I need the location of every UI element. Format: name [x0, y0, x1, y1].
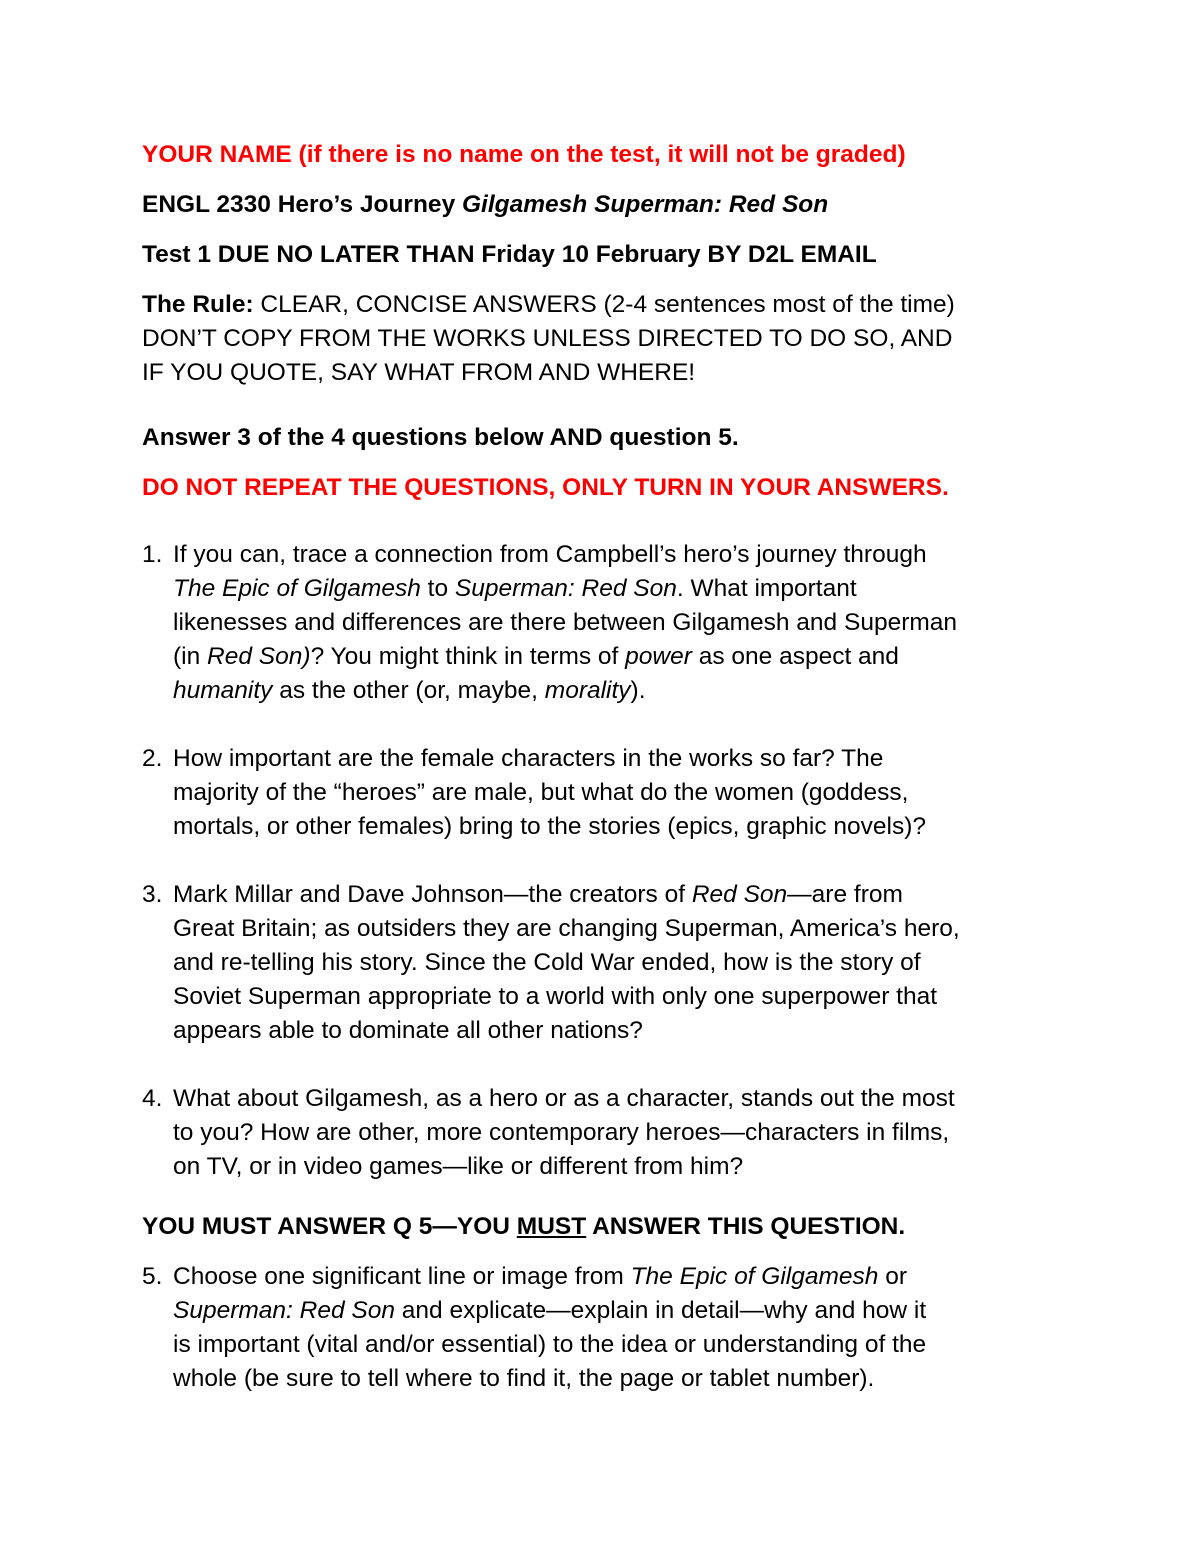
must-answer-q5-heading: [142, 1210, 1062, 1244]
course-work-gilgamesh: Gilgamesh: [462, 191, 588, 218]
question-4: [142, 1082, 1062, 1184]
question-number: 5.: [142, 1263, 163, 1290]
question-line: to you? How are other, more contemporary heroes—characters in films,: [173, 1119, 950, 1146]
question-line: on TV, or in video games—like or different from him?: [173, 1153, 744, 1180]
due-date-line: Test 1 DUE NO LATER THAN Friday 10 February BY D2L EMAIL: [142, 241, 877, 268]
rule-line-2: DON’T COPY FROM THE WORKS UNLESS DIRECTED TO DO SO, AND: [142, 325, 953, 352]
question-3: [142, 878, 1062, 1048]
emphasis-humanity: humanity: [173, 677, 273, 704]
text-segment: Choose one significant line or image from: [173, 1263, 631, 1290]
underlined-must: MUST: [516, 1213, 587, 1240]
emphasis-morality: morality: [544, 677, 631, 704]
question-line: [173, 674, 1062, 708]
question-line: [173, 1260, 1062, 1294]
emphasis-power: power: [625, 643, 692, 670]
question-line: [173, 878, 1062, 912]
text-segment: ANSWER THIS QUESTION.: [586, 1213, 906, 1240]
question-number: 2.: [142, 745, 163, 772]
question-line: Great Britain; as outsiders they are changing Superman, America’s hero,: [173, 915, 960, 942]
question-1: [142, 538, 1062, 708]
rule-line-3: IF YOU QUOTE, SAY WHAT FROM AND WHERE!: [142, 359, 696, 386]
title-red-son: Red Son): [207, 643, 311, 670]
question-line: [173, 572, 1062, 606]
question-line: majority of the “heroes” are male, but what do the women (goddess,: [173, 779, 909, 806]
rule-line-1: [142, 288, 1062, 322]
rule-text-1: CLEAR, CONCISE ANSWERS (2-4 sentences most of the time): [253, 291, 955, 318]
name-instruction: YOUR NAME (if there is no name on the test, it will not be graded): [142, 141, 906, 168]
text-segment: —are from: [787, 881, 903, 908]
course-title: [142, 188, 1062, 222]
text-segment: or: [878, 1263, 908, 1290]
text-segment: Mark Millar and Dave Johnson—the creators of: [173, 881, 692, 908]
text-segment: as the other (or, maybe,: [272, 677, 545, 704]
question-line: mortals, or other females) bring to the stories (epics, graphic novels)?: [173, 813, 927, 840]
text-segment: (in: [173, 643, 208, 670]
question-number: 1.: [142, 541, 163, 568]
text-segment: ? You might think in terms of: [310, 643, 626, 670]
title-epic-of-gilgamesh: The Epic of Gilgamesh: [173, 575, 421, 602]
text-segment: and explicate—explain in detail—why and how it: [395, 1297, 927, 1324]
test-document: [142, 138, 1062, 1430]
question-line: is important (vital and/or essential) to the idea or understanding of the: [173, 1331, 927, 1358]
question-line: appears able to dominate all other nations?: [173, 1017, 643, 1044]
question-line: How important are the female characters in the works so far? The: [173, 745, 884, 772]
question-5: [142, 1260, 1062, 1396]
text-segment: ).: [630, 677, 646, 704]
question-number: 4.: [142, 1085, 163, 1112]
text-segment: as one aspect and: [691, 643, 899, 670]
question-line: [173, 1294, 1062, 1328]
question-line: whole (be sure to tell where to find it, the page or tablet number).: [173, 1365, 875, 1392]
question-line: and re-telling his story. Since the Cold War ended, how is the story of: [173, 949, 921, 976]
do-not-repeat-warning: DO NOT REPEAT THE QUESTIONS, ONLY TURN IN YOUR ANSWERS.: [142, 474, 949, 501]
text-segment: . What important: [676, 575, 857, 602]
title-superman-red-son: Superman: Red Son: [454, 575, 677, 602]
title-superman-red-son: Superman: Red Son: [173, 1297, 395, 1324]
title-red-son: Red Son: [691, 881, 788, 908]
question-line: likenesses and differences are there between Gilgamesh and Superman: [173, 609, 958, 636]
answer-instruction: Answer 3 of the 4 questions below AND question 5.: [142, 424, 739, 451]
text-segment: YOU MUST ANSWER Q 5—YOU: [142, 1213, 517, 1240]
question-line: If you can, trace a connection from Campbell’s hero’s journey through: [173, 541, 927, 568]
question-line: [173, 640, 1062, 674]
course-prefix: ENGL 2330 Hero’s Journey: [142, 191, 462, 218]
title-epic-of-gilgamesh: The Epic of Gilgamesh: [630, 1263, 879, 1290]
text-segment: to: [420, 575, 455, 602]
question-number: 3.: [142, 881, 163, 908]
question-2: [142, 742, 1062, 844]
rule-label: The Rule:: [142, 291, 254, 318]
question-line: Soviet Superman appropriate to a world with only one superpower that: [173, 983, 938, 1010]
question-line: What about Gilgamesh, as a hero or as a character, stands out the most: [173, 1085, 955, 1112]
rule-block: [142, 288, 1062, 390]
course-work-red-son: Superman: Red Son: [594, 191, 829, 218]
